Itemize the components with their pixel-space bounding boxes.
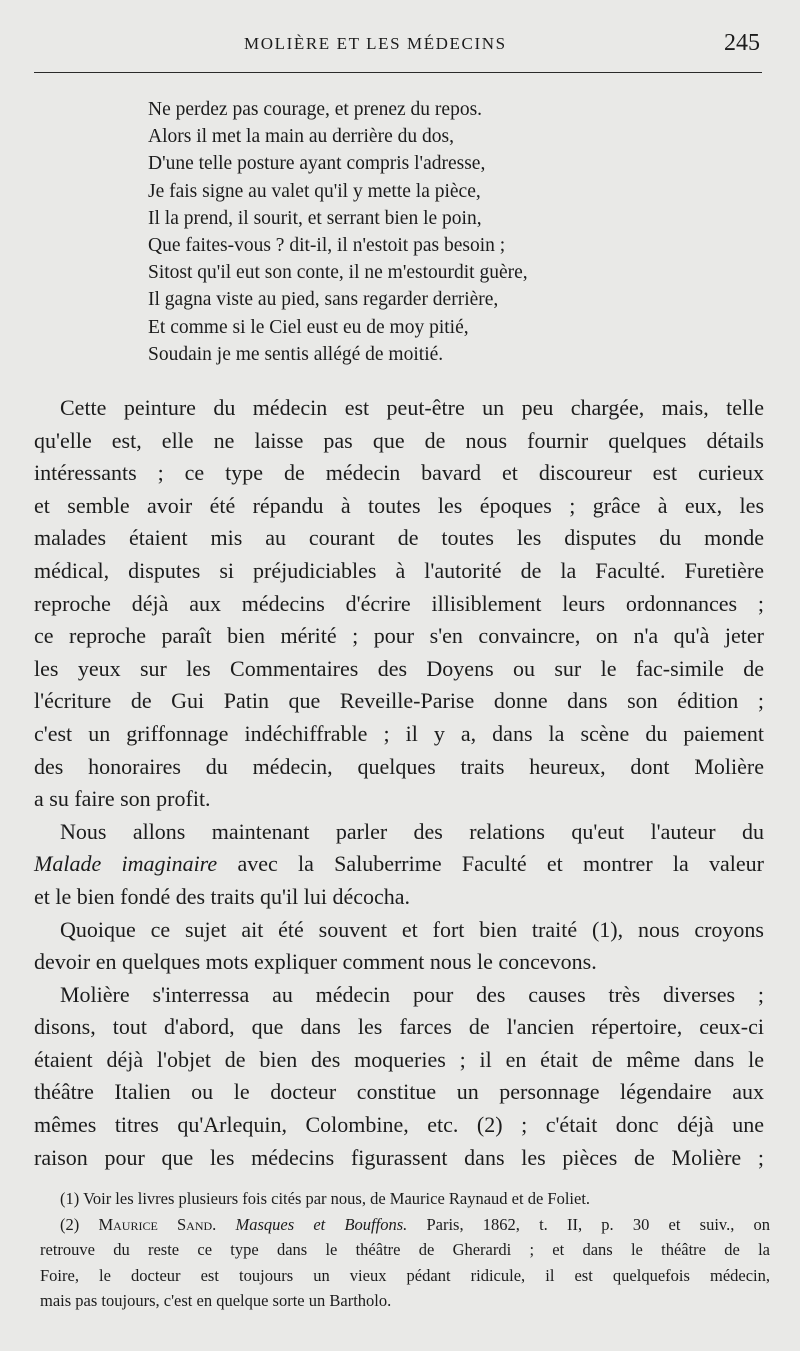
footnotes [40,1186,770,1314]
body-line: Cette peinture du médecin est peut-être un peu chargée, mais, telle [60,395,764,420]
body-line: ce reproche paraît bien mérité ; pour s'en convaincre, on n'a qu'à jeter [34,623,764,649]
verse-line: Ne perdez pas courage, et prenez du repos. [148,99,483,120]
footnote-2 [40,1212,770,1238]
body-line: des honoraires du médecin, quelques traits heureux, dont Molière [34,753,764,779]
body-line: mêmes titres qu'Arlequin, Colombine, etc. (2) ; c'était donc déjà une [34,1112,764,1138]
body-line: c'est un griffonnage indéchiffrable ; il y a, dans la scène du paiement [34,720,764,746]
body-line: étaient déjà l'objet de bien des moqueries ; il en était de même dans le [34,1046,764,1072]
verse-line: Il la prend, il sourit, et serrant bien le poin, [148,207,482,229]
body-text [34,392,764,1174]
verse-line: Et comme si le Ciel eust eu de moy pitié, [148,316,469,338]
body-line: et le bien fondé des traits qu'il lui décocha. [34,883,411,909]
body-line: Quoique ce sujet ait été souvent et fort bien traité (1), nous croyons [60,916,764,942]
body-line: les yeux sur les Commentaires des Doyens ou sur le fac-simile de [34,655,764,681]
body-line: qu'elle est, elle ne laisse pas que de nous fournir quelques détails [34,427,764,453]
verse-quotation [148,96,628,368]
body-line: devoir en quelques mots expliquer comment nous le concevons. [34,949,597,975]
body-line: Nous allons maintenant parler des relations qu'eut l'auteur du [60,818,764,844]
body-line: Molière s'interressa au médecin pour des causes très diverses ; [60,981,764,1007]
book-title-italic: Malade imaginaire [34,851,218,877]
body-line-rest: avec la Saluberrime Faculté et montrer la valeur [237,851,764,877]
footnote-2-title: Masques et Bouffons. [235,1214,408,1234]
running-title: MOLIÈRE ET LES MÉDECINS [244,34,507,53]
footnote-2-line: mais pas toujours, c'est en quelque sorte un Bartholo. [40,1291,392,1310]
verse-line: Sitost qu'il eut son conte, il ne m'estourdit guère, [148,262,528,284]
footnote-1: (1) Voir les livres plusieurs fois cités par nous, de Maurice Raynaud et de Foliet. [60,1189,591,1208]
body-line: l'écriture de Gui Patin que Reveille-Parise donne dans son édition ; [34,688,764,714]
body-line: raison pour que les médecins figurassent dans les pièces de Molière ; [34,1144,764,1170]
body-line: a su faire son profit. [34,786,211,812]
verse-line: Soudain je me sentis allégé de moitié. [148,343,444,365]
page-number: 245 [724,30,760,56]
footnote-2-author: Maurice Sand. [98,1214,217,1234]
body-line: intéressants ; ce type de médecin bavard et discoureur est curieux [34,460,764,486]
verse-line: D'une telle posture ayant compris l'adresse, [148,153,486,175]
verse-line: Que faites-vous ? dit-il, il n'estoit pas besoin ; [148,235,506,257]
verse-line: Alors il met la main au derrière du dos, [148,126,454,148]
header-rule [34,72,762,73]
body-line [34,848,764,881]
body-line: reproche déjà aux médecins d'écrire illisiblement leurs ordonnances ; [34,590,764,616]
footnote-2-line: Foire, le docteur est toujours un vieux pédant ridicule, il est quelquefois médecin, [40,1265,770,1285]
page-header [34,30,764,64]
body-line: disons, tout d'abord, que dans les farces de l'ancien répertoire, ceux-ci [34,1014,764,1040]
verse-line: Il gagna viste au pied, sans regarder derrière, [148,289,499,311]
body-line: et semble avoir été répandu à toutes les époques ; grâce à eux, les [34,492,764,518]
verse-line: Je fais signe au valet qu'il y mette la pièce, [148,180,481,202]
footnote-2-rest: Paris, 1862, t. II, p. 30 et suiv., on [426,1214,771,1234]
body-line: théâtre Italien ou le docteur constitue un personnage légendaire aux [34,1079,764,1105]
body-line: médical, disputes si préjudiciables à l'autorité de la Faculté. Furetière [34,557,764,583]
footnote-2-number: (2) [60,1214,80,1234]
body-line: malades étaient mis au courant de toutes les disputes du monde [34,525,764,551]
footnote-2-line: retrouve du reste ce type dans le théâtre de Gherardi ; et dans le théâtre de la [40,1240,770,1259]
